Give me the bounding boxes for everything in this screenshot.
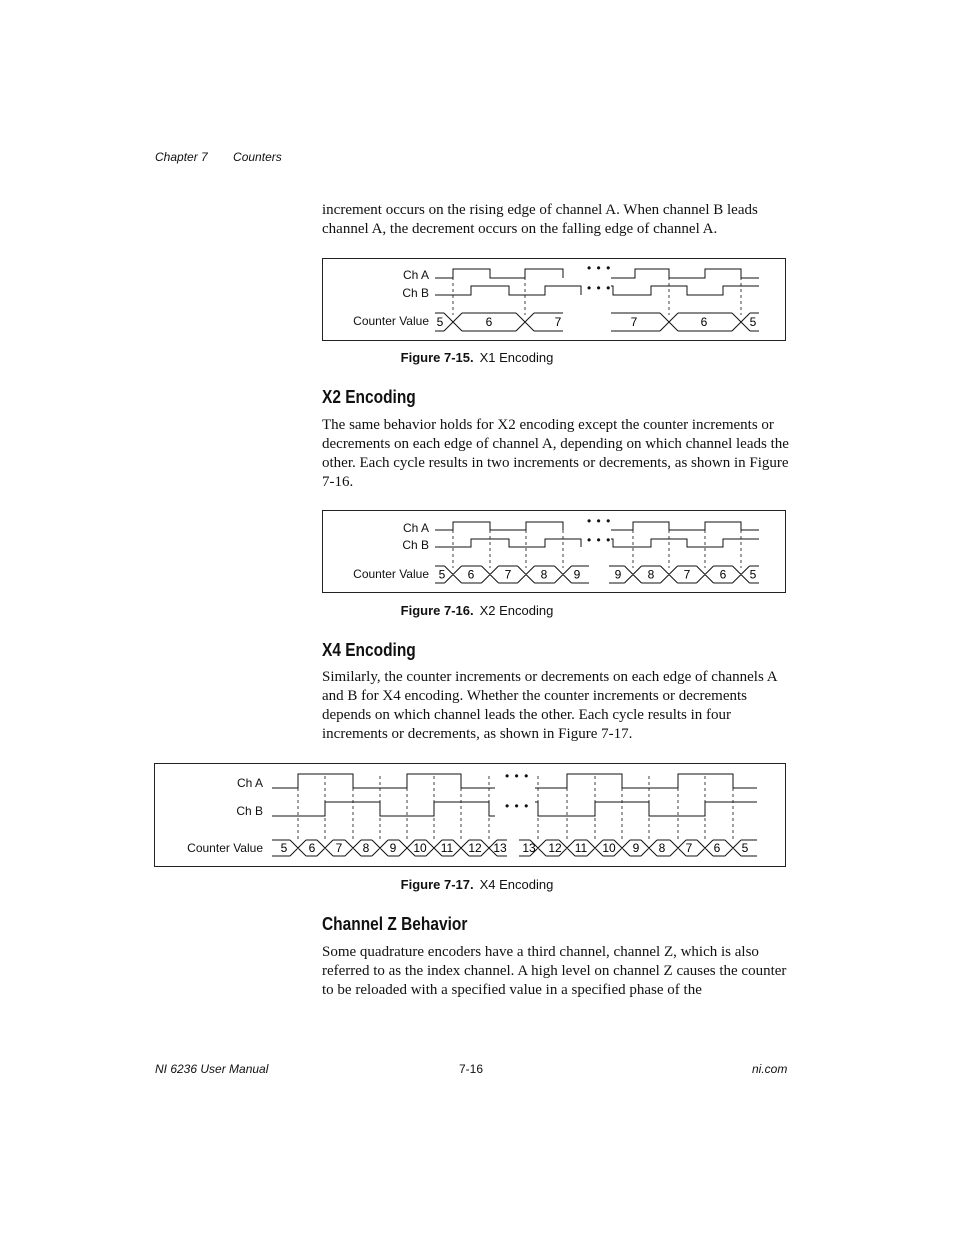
counter-value-label: Counter Value xyxy=(353,314,429,328)
ellipsis-a: • • • xyxy=(505,769,530,783)
counter-value-label: 13 xyxy=(493,841,507,855)
counter-value-label: 7 xyxy=(683,567,691,582)
counter-value-label: 7 xyxy=(630,315,638,329)
ch-b-label: Ch B xyxy=(402,286,429,300)
channel-b-waveform xyxy=(435,539,581,547)
channel-a-waveform xyxy=(435,269,563,278)
counter-value-label: 7 xyxy=(335,841,343,855)
counter-value-label: 5 xyxy=(749,567,757,582)
figure-16-caption xyxy=(0,603,954,618)
footer-page-number: 7-16 xyxy=(459,1062,484,1076)
channel-a-waveform xyxy=(435,522,563,530)
x4-heading: X4 Encoding xyxy=(322,640,416,660)
counter-value-label: 12 xyxy=(548,841,562,855)
ch-b-label: Ch B xyxy=(402,538,429,552)
ellipsis-b: • • • xyxy=(587,533,612,547)
caption-text: X2 Encoding xyxy=(479,603,554,618)
ellipsis-b: • • • xyxy=(587,281,612,295)
counter-value-label: 5 xyxy=(280,841,288,855)
counter-value-bus xyxy=(435,566,589,583)
counter-value-label: 5 xyxy=(438,567,446,582)
counter-value-bus xyxy=(435,313,563,331)
counter-value-label: 11 xyxy=(574,841,588,855)
caption-number: Figure 7-16. xyxy=(400,603,474,618)
channel-a-waveform xyxy=(272,774,495,788)
chapter-title: Counters xyxy=(233,150,282,164)
channel-b-waveform xyxy=(535,802,757,816)
channel-a-waveform xyxy=(611,269,759,278)
counter-value-label: 5 xyxy=(741,841,749,855)
x2-paragraph: The same behavior holds for X2 encoding except the counter increments or decrements on each edge of channel A, depending on which channel leads the other. Each cycle results in two increments or decrements, as shown in Figure 7-16. xyxy=(322,417,789,490)
counter-value-label: 8 xyxy=(658,841,666,855)
figure-x4-encoding xyxy=(154,763,786,867)
ellipsis-b: • • • xyxy=(505,799,530,813)
footer-site: ni.com xyxy=(752,1062,788,1076)
counter-value-label: 5 xyxy=(436,315,444,329)
counter-value-label: 9 xyxy=(614,567,622,582)
counter-value-label: 9 xyxy=(632,841,640,855)
ellipsis-a: • • • xyxy=(587,514,612,528)
counter-value-label: 7 xyxy=(554,315,562,329)
running-header xyxy=(155,150,304,164)
caption-number: Figure 7-15. xyxy=(400,350,474,365)
footer-manual: NI 6236 User Manual xyxy=(155,1062,269,1076)
counter-value-label: 6 xyxy=(467,567,475,582)
caption-text: X4 Encoding xyxy=(479,877,554,892)
counter-value-label: 7 xyxy=(685,841,693,855)
channel-b-waveform xyxy=(272,802,495,816)
chapter-label: Chapter 7 xyxy=(155,150,208,164)
ch-a-label: Ch A xyxy=(402,268,429,282)
counter-value-label: 9 xyxy=(573,567,581,582)
counter-value-label: 10 xyxy=(602,841,616,855)
x4-timing-diagram xyxy=(155,764,787,868)
counter-value-label: Counter Value xyxy=(353,567,429,581)
counter-value-label: 12 xyxy=(468,841,482,855)
counter-value-label: 6 xyxy=(308,841,316,855)
counter-value-label: 11 xyxy=(440,841,454,855)
channel-z-paragraph: Some quadrature encoders have a third channel, channel Z, which is also referred to as the index channel. A high level on channel Z causes the counter to be reloaded with a specified value in a specified phase of the xyxy=(322,944,787,998)
channel-b-waveform xyxy=(435,286,581,295)
counter-value-label: Counter Value xyxy=(187,841,263,855)
counter-value-label: 5 xyxy=(749,315,757,329)
figure-x1-encoding xyxy=(322,258,786,341)
channel-b-waveform xyxy=(611,286,759,295)
channel-z-heading: Channel Z Behavior xyxy=(322,914,468,934)
figure-17-caption xyxy=(0,877,954,892)
counter-value-label: 13 xyxy=(522,841,536,855)
counter-value-label: 8 xyxy=(647,567,655,582)
channel-a-waveform xyxy=(535,774,757,788)
ellipsis-a: • • • xyxy=(587,261,612,275)
counter-value-label: 8 xyxy=(362,841,370,855)
caption-number: Figure 7-17. xyxy=(400,877,474,892)
ch-b-label: Ch B xyxy=(236,804,263,818)
counter-value-label: 7 xyxy=(504,567,512,582)
counter-value-label: 9 xyxy=(389,841,397,855)
counter-value-label: 8 xyxy=(540,567,548,582)
figure-x2-encoding xyxy=(322,510,786,593)
ch-a-label: Ch A xyxy=(402,521,429,535)
intro-paragraph: increment occurs on the rising edge of channel A. When channel B leads channel A, the decrement occurs on the falling edge of channel A. xyxy=(322,202,758,237)
x1-timing-diagram xyxy=(323,259,787,342)
counter-value-label: 6 xyxy=(485,315,493,329)
counter-value-label: 6 xyxy=(700,315,708,329)
ch-a-label: Ch A xyxy=(236,776,263,790)
caption-text: X1 Encoding xyxy=(479,350,554,365)
figure-15-caption xyxy=(0,350,954,365)
counter-value-label: 6 xyxy=(719,567,727,582)
x4-paragraph: Similarly, the counter increments or decrements on each edge of channels A and B for X4 encoding. Whether the counter increments or decrements depends on which channel leads the other. Each cycle results in four increments or decrements, as shown in Figure 7-17. xyxy=(322,669,777,742)
counter-value-label: 6 xyxy=(713,841,721,855)
counter-value-label: 10 xyxy=(413,841,427,855)
x2-timing-diagram xyxy=(323,511,787,594)
x2-heading: X2 Encoding xyxy=(322,387,416,407)
